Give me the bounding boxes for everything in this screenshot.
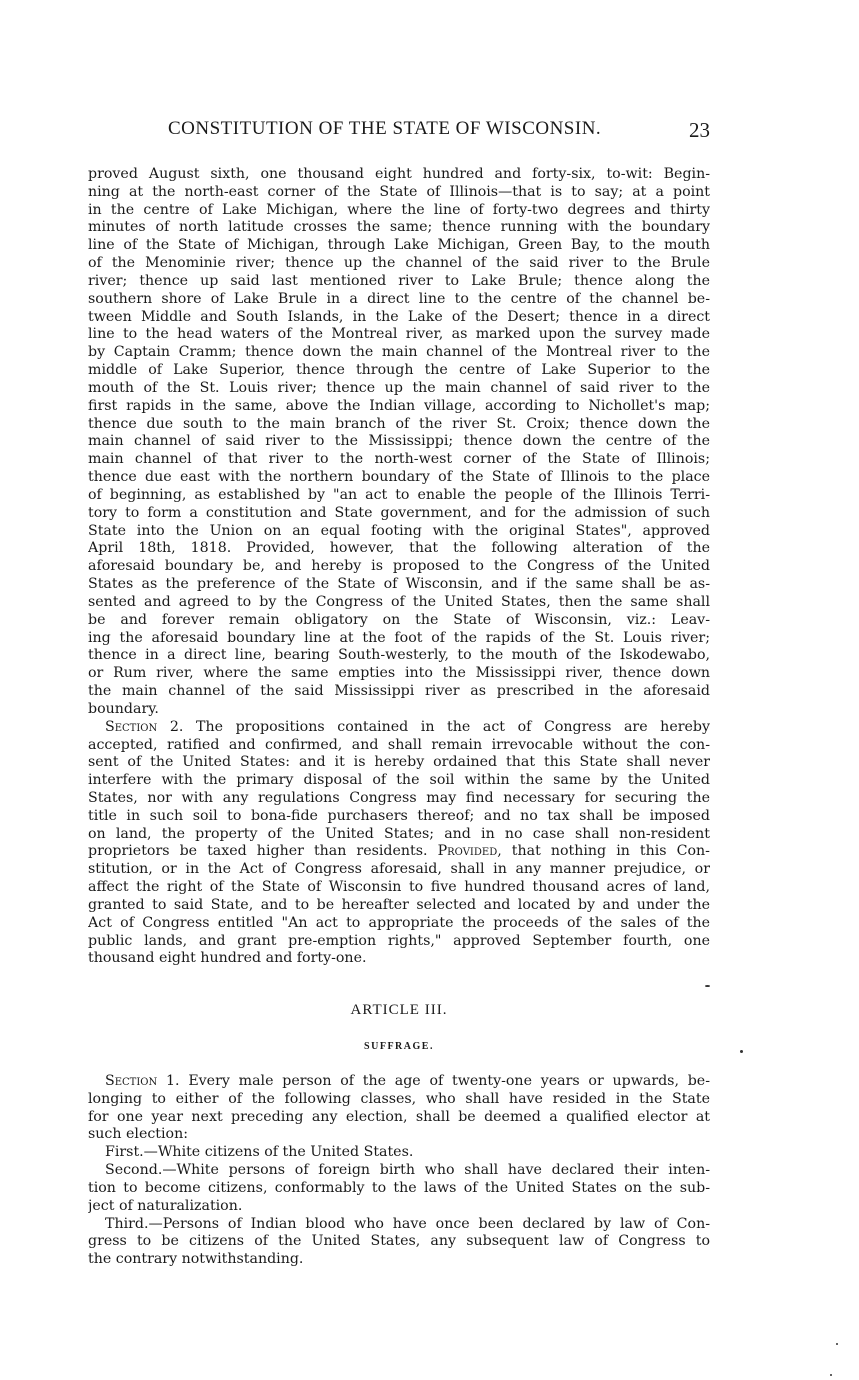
section-1-paragraph [88, 1073, 710, 1269]
text-line: by Captain Cramm; thence down the main channel of the Montreal river to the [88, 344, 710, 361]
text-line: Act of Congress entitled "An act to appropriate the proceeds of the sales of the [88, 914, 710, 931]
text-line: line to the head waters of the Montreal river, as marked upon the survey made [88, 326, 710, 343]
text-line: sented and agreed to by the Congress of the United States, then the same shall [88, 593, 710, 610]
text-line: line of the State of Michigan, through Lake Michigan, Green Bay, to the mouth [88, 237, 710, 254]
scan-speck [740, 1050, 743, 1053]
page-number: 23 [689, 118, 710, 142]
text-line: thence due south to the main branch of the river St. Croix; thence down the [88, 415, 710, 432]
section-2-paragraph [88, 719, 710, 969]
class-third-line: Third.—Persons of Indian blood who have once been declared by law of Con- [105, 1215, 710, 1232]
text-line: April 18th, 1818. Provided, however, that the following alteration of the [88, 540, 710, 557]
text-line: thence due east with the northern boundary of the State of Illinois to the place [88, 469, 710, 486]
text-line: southern shore of Lake Brule in a direct line to the centre of the channel be- [88, 290, 710, 307]
class-first: First.—White citizens of the United States. [105, 1144, 414, 1161]
text-line: affect the right of the State of Wisconsin to five hundred thousand acres of land, [88, 879, 710, 896]
boundary-paragraph [88, 166, 710, 719]
text-line: aforesaid boundary be, and hereby is proposed to the Congress of the United [88, 558, 710, 575]
text-line: tween Middle and South Islands, in the Lake of the Desert; thence in a direct [88, 308, 710, 325]
text-fragment: that nothing in this Con- [511, 843, 710, 860]
article-heading: ARTICLE III. [350, 1002, 448, 1018]
text-line: tory to form a constitution and State government, and for the admission of such [88, 504, 710, 521]
proviso-word: Provided, [437, 843, 502, 860]
text-line: longing to either of the following classes, who shall have resided in the State [88, 1090, 710, 1107]
text-line: proved August sixth, one thousand eight hundred and forty-six, to-wit: Begin- [88, 166, 710, 182]
text-line: thence in a direct line, bearing South-westerly, to the mouth of the Iskodewabo, [88, 647, 710, 664]
text-line: stitution, or in the Act of Congress aforesaid, shall in any manner prejudice, or [88, 861, 710, 878]
text-line: ing the aforesaid boundary line at the foot of the rapids of the St. Louis river; [88, 629, 710, 646]
text-line: gress to be citizens of the United States, any subsequent law of Congress to [88, 1233, 710, 1250]
text-line: for one year next preceding any election, shall be deemed a qualified elector at [88, 1108, 710, 1125]
text-line: be and forever remain obligatory on the State of Wisconsin, viz.: Leav- [88, 611, 710, 628]
text-line: middle of Lake Superior, thence through the centre of Lake Superior to the [88, 362, 710, 379]
text-line: main channel of that river to the north-west corner of the State of Illinois; [88, 451, 710, 468]
text-line: on land, the property of the United States; and in no case shall non-resident [88, 825, 710, 842]
text-line: the main channel of the said Mississippi river as prescribed in the aforesaid [88, 683, 710, 700]
text-line: river; thence up said last mentioned river to Lake Brule; thence along the [88, 272, 710, 289]
running-head [88, 116, 710, 146]
text-line: States as the preference of the State of Wisconsin, and if the same shall be as- [88, 576, 710, 593]
text-line: tion to become citizens, conformably to the laws of the United States on the sub- [88, 1179, 710, 1196]
text-fragment: The propositions contained in the act of Congress are hereby [196, 718, 710, 735]
text-line: or Rum river, where the same empties into the Mississippi river, thence down [88, 665, 710, 682]
text-line: ning at the north-east corner of the State of Illinois—that is to say; at a point [88, 183, 710, 200]
text-line: ject of naturalization. [88, 1197, 243, 1214]
text-line: of beginning, as established by "an act to enable the people of the Illinois Terri- [88, 486, 710, 503]
section-2-label: Section 2. [105, 718, 184, 735]
text-line: title in such soil to bona-fide purchasers thereof; and no tax shall be imposed [88, 807, 710, 824]
text-line: mouth of the St. Louis river; thence up the main channel of said river to the [88, 379, 710, 396]
text-line: interfere with the primary disposal of the soil within the same by the United [88, 772, 710, 789]
article-subheading: SUFFRAGE. [364, 1041, 434, 1052]
text-line: accepted, ratified and confirmed, and shall remain irrevocable without the con- [88, 736, 710, 753]
proviso-line [88, 843, 710, 861]
text-line: such election: [88, 1126, 188, 1143]
section-1-first-line [88, 1073, 710, 1091]
section-1-label: Section 1. [105, 1073, 180, 1089]
scan-speck [705, 985, 710, 987]
text-fragment: Every male person of the age of twenty-one years or upwards, be- [188, 1073, 710, 1089]
text-line: public lands, and grant pre-emption rights," approved September fourth, one [88, 932, 710, 949]
text-line: States, nor with any regulations Congress may find necessary for securing the [88, 790, 710, 806]
text-line: first rapids in the same, above the Indian village, according to Nichollet's map; [88, 397, 710, 414]
scan-speck [836, 1343, 838, 1345]
page-title: CONSTITUTION OF THE STATE OF WISCONSIN. [168, 118, 602, 139]
text-line: granted to said State, and to be hereafter selected and located by and under the [88, 896, 710, 913]
class-second-line: Second.—White persons of foreign birth who shall have declared their inten- [105, 1162, 710, 1179]
scan-speck [830, 1374, 832, 1376]
text-line: State into the Union on an equal footing with the original States", approved [88, 522, 710, 539]
text-line: of the Menominie river; thence up the channel of the said river to the Brule [88, 255, 710, 272]
text-line: main channel of said river to the Mississippi; thence down the centre of the [88, 433, 710, 450]
text-line: boundary. [88, 700, 159, 717]
text-line: sent of the United States: and it is hereby ordained that this State shall never [88, 754, 710, 771]
text-line: in the centre of Lake Michigan, where the line of forty-two degrees and thirty [88, 201, 710, 218]
section-2-first-line [88, 719, 710, 737]
text-line: minutes of north latitude crosses the same; thence running with the boundary [88, 219, 710, 236]
text-line: thousand eight hundred and forty-one. [88, 950, 367, 967]
text-line: the contrary notwithstanding. [88, 1251, 304, 1268]
text-fragment: proprietors be taxed higher than residents. [88, 843, 428, 860]
